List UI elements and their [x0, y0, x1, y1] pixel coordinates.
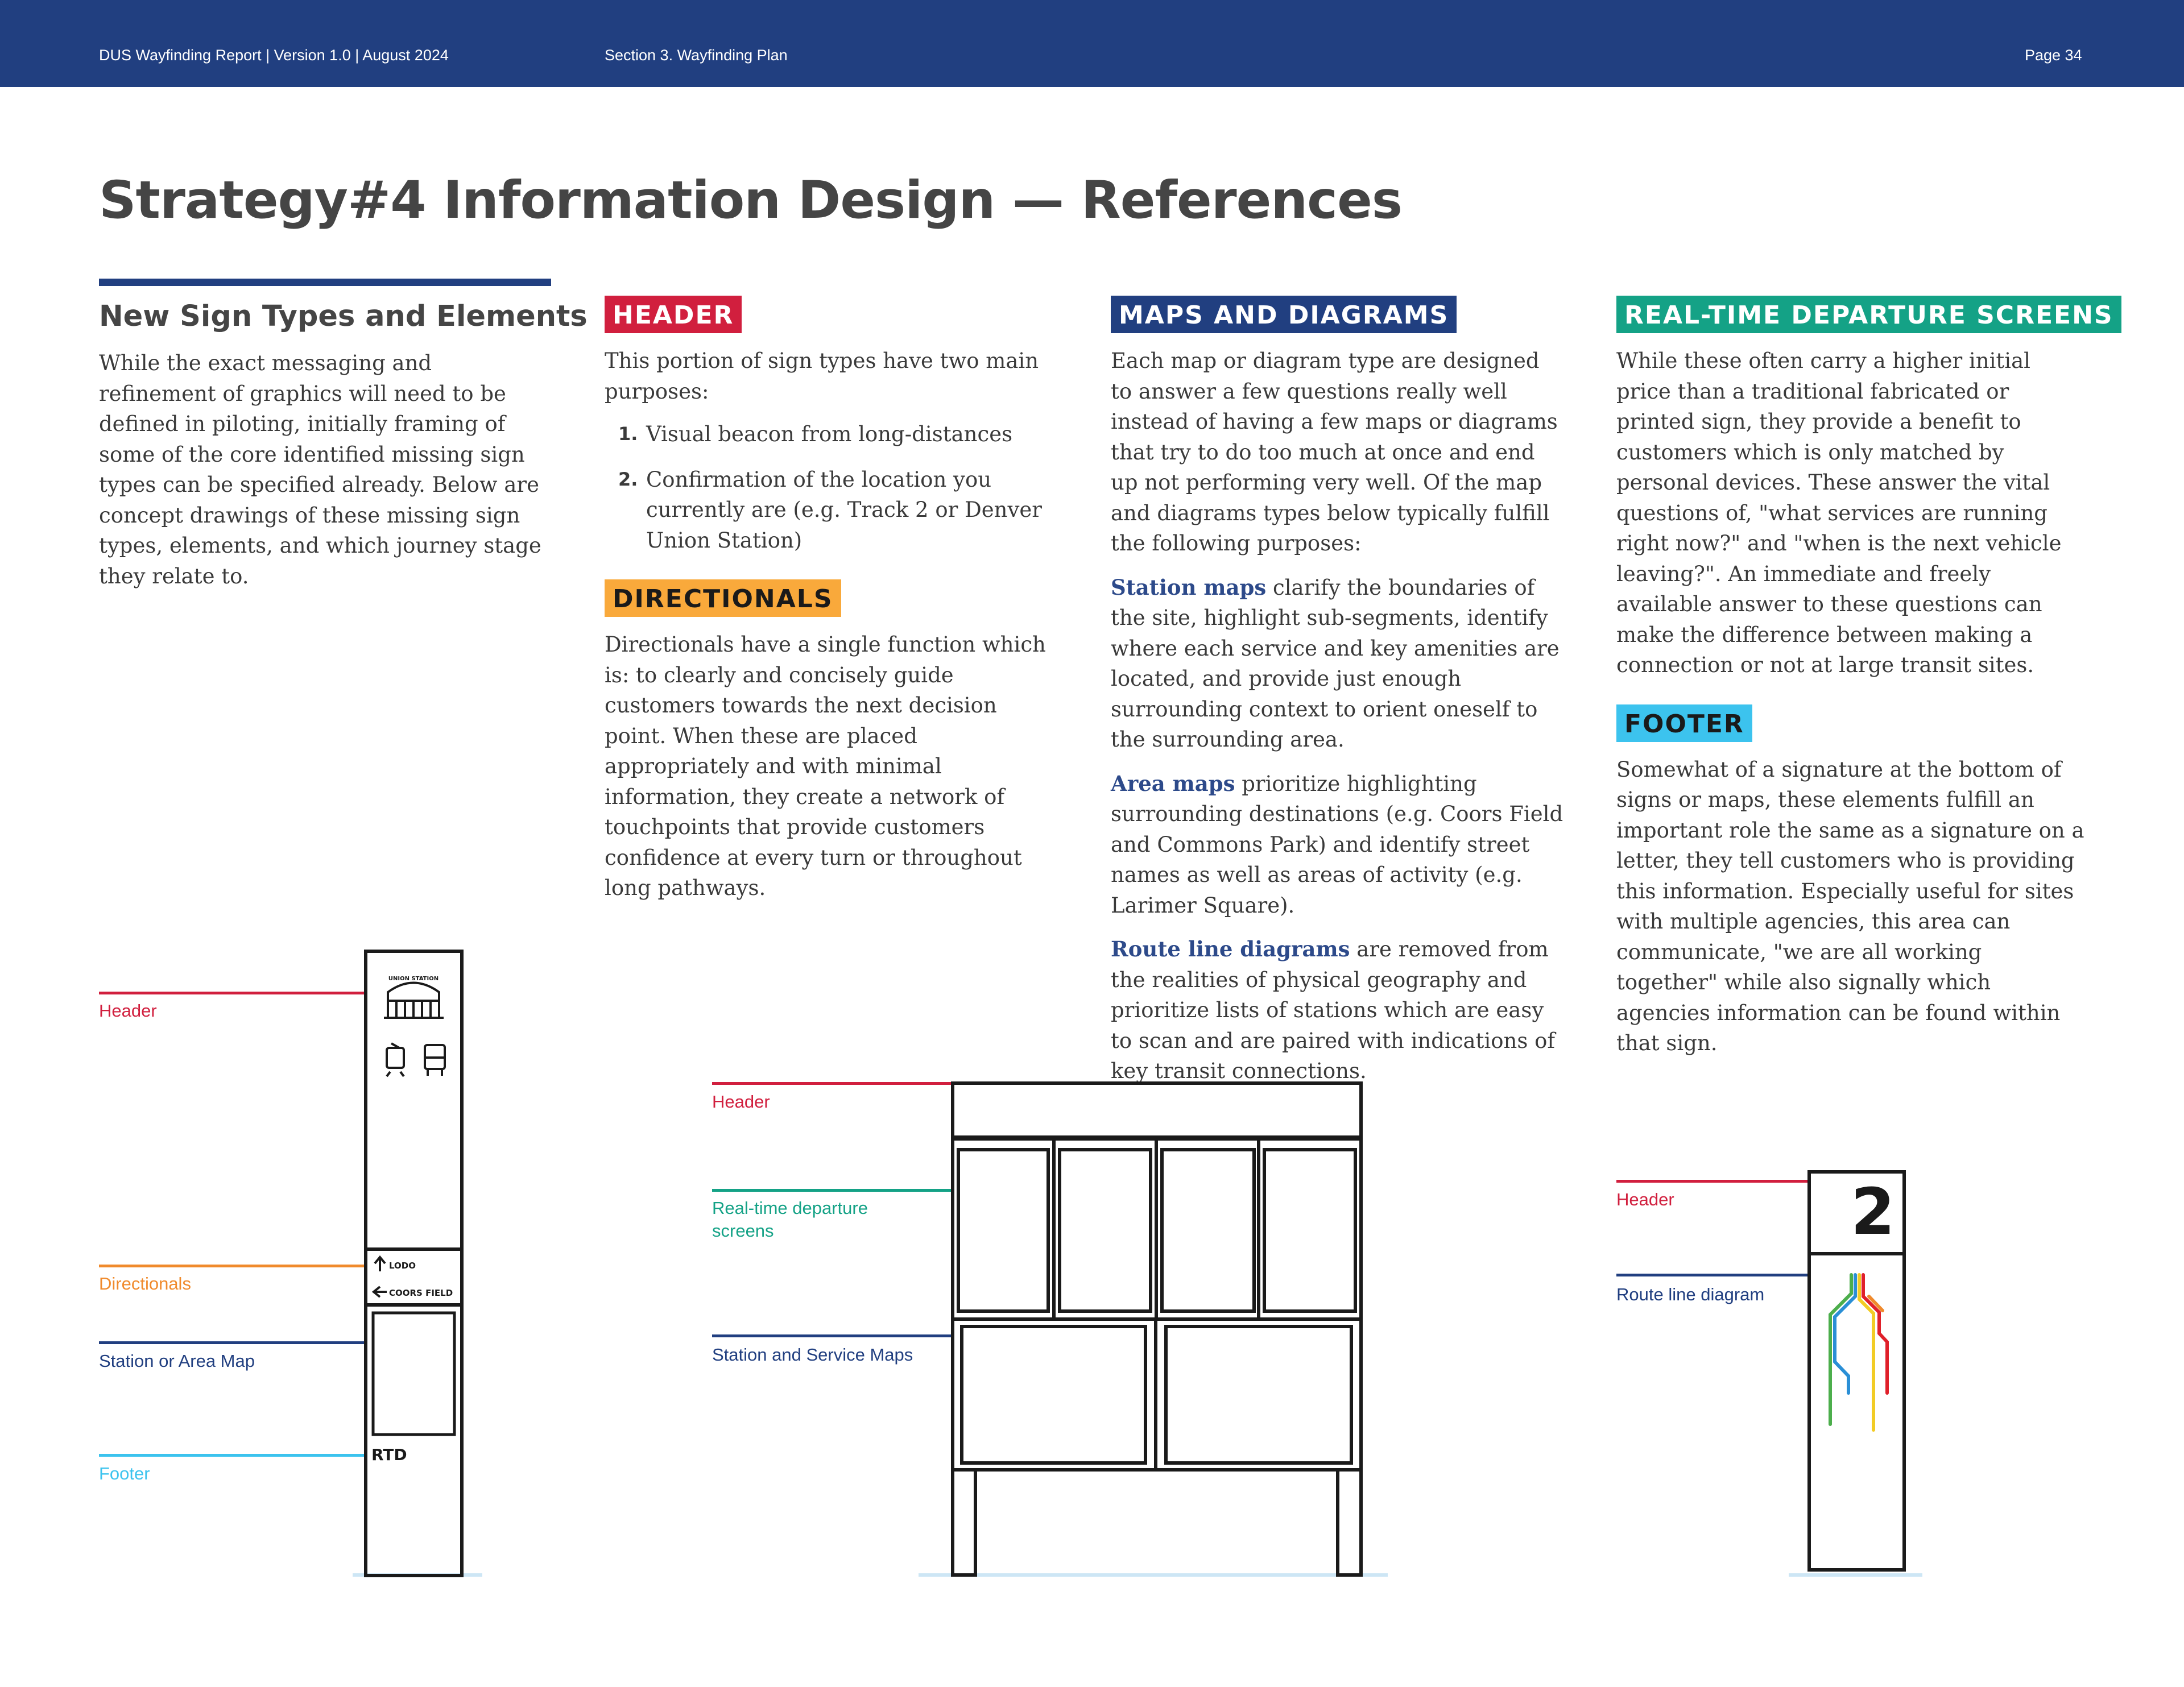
list-item: 2. Confirmation of the location you currently are (e.g. Track 2 or Denver Union Station): [618, 467, 1042, 553]
bus-icon: [425, 1045, 445, 1076]
route-line-diagram: [1830, 1275, 1887, 1430]
footer-tag: FOOTER: [1616, 704, 1752, 742]
realtime-screen: [958, 1150, 1048, 1311]
realtime-screen: [1060, 1150, 1151, 1311]
directionals-body: Directionals have a single function which is: to clearly and concisely guide customers towards the next decision point. When these are placed appropriately and with minimal information, they create a network of touchpoints that provide customers confidence at every turn or throughout long pathways.: [605, 632, 1046, 900]
station-maps-keyword: Station maps: [1111, 574, 1267, 600]
area-maps-paragraph: Area maps prioritize highlighting surrounding destinations (e.g. Coors Field and Commons Park) and identify street names as well as areas of activity (e.g. Larimer Square).: [1111, 770, 1563, 918]
station-maps-paragraph: Station maps clarify the boundaries of the site, highlight sub-segments, identify where each service and key amenities are located, and provide just enough surrounding context to orient oneself to the surrounding area.: [1111, 574, 1560, 752]
diagram1-footer-label: Footer: [99, 1464, 150, 1483]
diagram1-map-label: Station or Area Map: [99, 1351, 255, 1371]
train-icon: [387, 1043, 404, 1076]
diagram3-header-label: Header: [1616, 1189, 1674, 1209]
intro-body: While the exact messaging and refinement of graphics will need to be defined in piloting, initially framing of some of the core identified missing sign types can be specified already. Below are concept drawings of these missing sign types, elements, and which journey stage they relate to.: [99, 351, 541, 588]
diagram3-route-label: Route line diagram: [1616, 1284, 1765, 1304]
footer-body: Somewhat of a signature at the bottom of signs or maps, these elements fulfill an important role the same as a signature on a letter, they tell customers who is providing this information. Especially useful for sites with multiple agencies, this area can communicate, "we are all working together" while also signally which agencies information can be found within that sign.: [1616, 757, 2084, 1055]
header-body: This portion of sign types have two main purposes:: [605, 349, 1039, 404]
report-info: DUS Wayfinding Report | Version 1.0 | August 2024: [99, 47, 449, 64]
maps-body: Each map or diagram type are designed to answer a few questions really well instead of having a few maps or diagrams that try to do too much at once and end up not performing very well. Of the map and diagrams types below typically fulfill the following purposes:: [1111, 349, 1558, 556]
union-station-text: UNION STATION: [388, 976, 439, 982]
directionals-tag: DIRECTIONALS: [605, 579, 841, 617]
departure-kiosk: [919, 1083, 1388, 1575]
directional-lodo: LODO: [389, 1261, 416, 1271]
route-diagrams-keyword: Route line diagrams: [1111, 936, 1350, 961]
platform-sign: [1789, 1172, 1922, 1575]
diagram2-realtime-label: Real-time departure screens: [712, 1198, 868, 1241]
intro-heading: New Sign Types and Elements: [99, 300, 588, 333]
arrow-up-icon: [375, 1257, 385, 1271]
area-maps-keyword: Area maps: [1111, 770, 1235, 796]
list-item: 1. Visual beacon from long-distances: [618, 422, 1013, 446]
page-number: Page 34: [2025, 47, 2082, 64]
track-number: 2: [1851, 1175, 1895, 1249]
map-panel: [1166, 1327, 1351, 1463]
section-info: Section 3. Wayfinding Plan: [605, 47, 788, 64]
header-tag: HEADER: [605, 296, 742, 333]
diagram2-header-label: Header: [712, 1092, 770, 1112]
rtd-logo: RTD: [371, 1445, 407, 1464]
maps-tag: MAPS AND DIAGRAMS: [1111, 296, 1457, 333]
realtime-tag: REAL-TIME DEPARTURE SCREENS: [1616, 296, 2121, 333]
union-station-icon: [384, 983, 444, 1018]
directional-coors-field: COORS FIELD: [389, 1288, 453, 1298]
page-title: Strategy#4 Information Design — References: [99, 171, 1402, 230]
diagram2-maps-label: Station and Service Maps: [712, 1345, 913, 1365]
realtime-screen: [1162, 1150, 1254, 1311]
map-panel: [962, 1327, 1145, 1463]
diagram1-header-label: Header: [99, 1001, 157, 1021]
realtime-screen: [1264, 1150, 1355, 1311]
diagram1-directionals-label: Directionals: [99, 1274, 191, 1294]
realtime-body: While these often carry a higher initial price than a traditional fabricated or printed sign, they provide a benefit to customers which is only matched by personal devices. These answer the vital questions of, "what services are running right now?" and "when is the next vehicle leaving?". An immediate and freely available answer to these questions can make the difference between making a connection or not at large transit sites.: [1616, 349, 2062, 677]
route-diagrams-paragraph: Route line diagrams are removed from the realities of physical geography and prioritize lists of stations which are easy to scan and are paired with indications of key transit connections.: [1111, 936, 1556, 1083]
arrow-left-icon: [374, 1287, 387, 1297]
pylon-sign: [353, 951, 482, 1576]
